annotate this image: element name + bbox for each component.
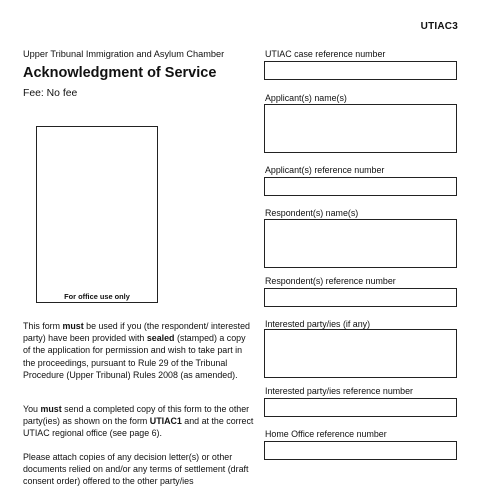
chamber-name: Upper Tribunal Immigration and Asylum Chamber <box>23 49 225 59</box>
case-ref-label: UTIAC case reference number <box>265 49 386 59</box>
form-code: UTIAC3 <box>420 21 458 32</box>
fee-text: Fee: No fee <box>23 88 78 99</box>
p1-text-e: (stamped) a copy of the application for permission and wish to take part in the proceedings, pursuant to Rule 29 of the Tribunal Procedure (Upper Tribunal) Rules 2008 (as amended). <box>23 333 246 380</box>
instructions-paragraph-3: Please attach copies of any decision letter(s) or other documents relied on and/or any terms of settlement (draft consent order) offered to the other party/ies <box>23 452 249 487</box>
p1-text-c: be used if you (the respondent/ interested party) have been provided with <box>23 321 250 344</box>
p1-text-a: This form <box>23 321 63 331</box>
p1-emphasis-must: must <box>62 321 84 331</box>
p2-text-e: and at the correct UTIAC regional office (see page 6). <box>23 416 254 439</box>
home-office-ref-label: Home Office reference number <box>265 429 387 439</box>
interested-party-field[interactable] <box>264 329 457 378</box>
respondent-names-field[interactable] <box>264 219 457 268</box>
office-use-box <box>36 126 158 303</box>
respondent-ref-label: Respondent(s) reference number <box>265 276 396 286</box>
p2-emphasis-must: must <box>40 404 62 414</box>
instructions-paragraph-2 <box>23 403 255 440</box>
p1-emphasis-sealed: sealed <box>146 333 175 344</box>
p2-text-a: You <box>23 404 41 414</box>
respondent-names-label: Respondent(s) name(s) <box>265 208 359 218</box>
office-use-label: For office use only <box>64 292 130 301</box>
page-title: Acknowledgment of Service <box>23 65 217 81</box>
interested-party-label: Interested party/ies (if any) <box>265 319 371 329</box>
respondent-ref-field[interactable] <box>264 288 457 307</box>
p2-text-c: send a completed copy of this form to the other party(ies) as shown on the form <box>23 404 250 427</box>
applicant-names-label: Applicant(s) name(s) <box>265 93 347 103</box>
applicant-names-field[interactable] <box>264 104 457 153</box>
applicant-ref-label: Applicant(s) reference number <box>265 165 385 175</box>
case-ref-field[interactable] <box>264 61 457 80</box>
applicant-ref-field[interactable] <box>264 177 457 196</box>
interested-party-ref-label: Interested party/ies reference number <box>265 386 413 396</box>
home-office-ref-field[interactable] <box>264 441 457 460</box>
interested-party-ref-field[interactable] <box>264 398 457 417</box>
instructions-paragraph-1 <box>23 320 255 381</box>
p2-emphasis-form: UTIAC1 <box>149 416 182 427</box>
